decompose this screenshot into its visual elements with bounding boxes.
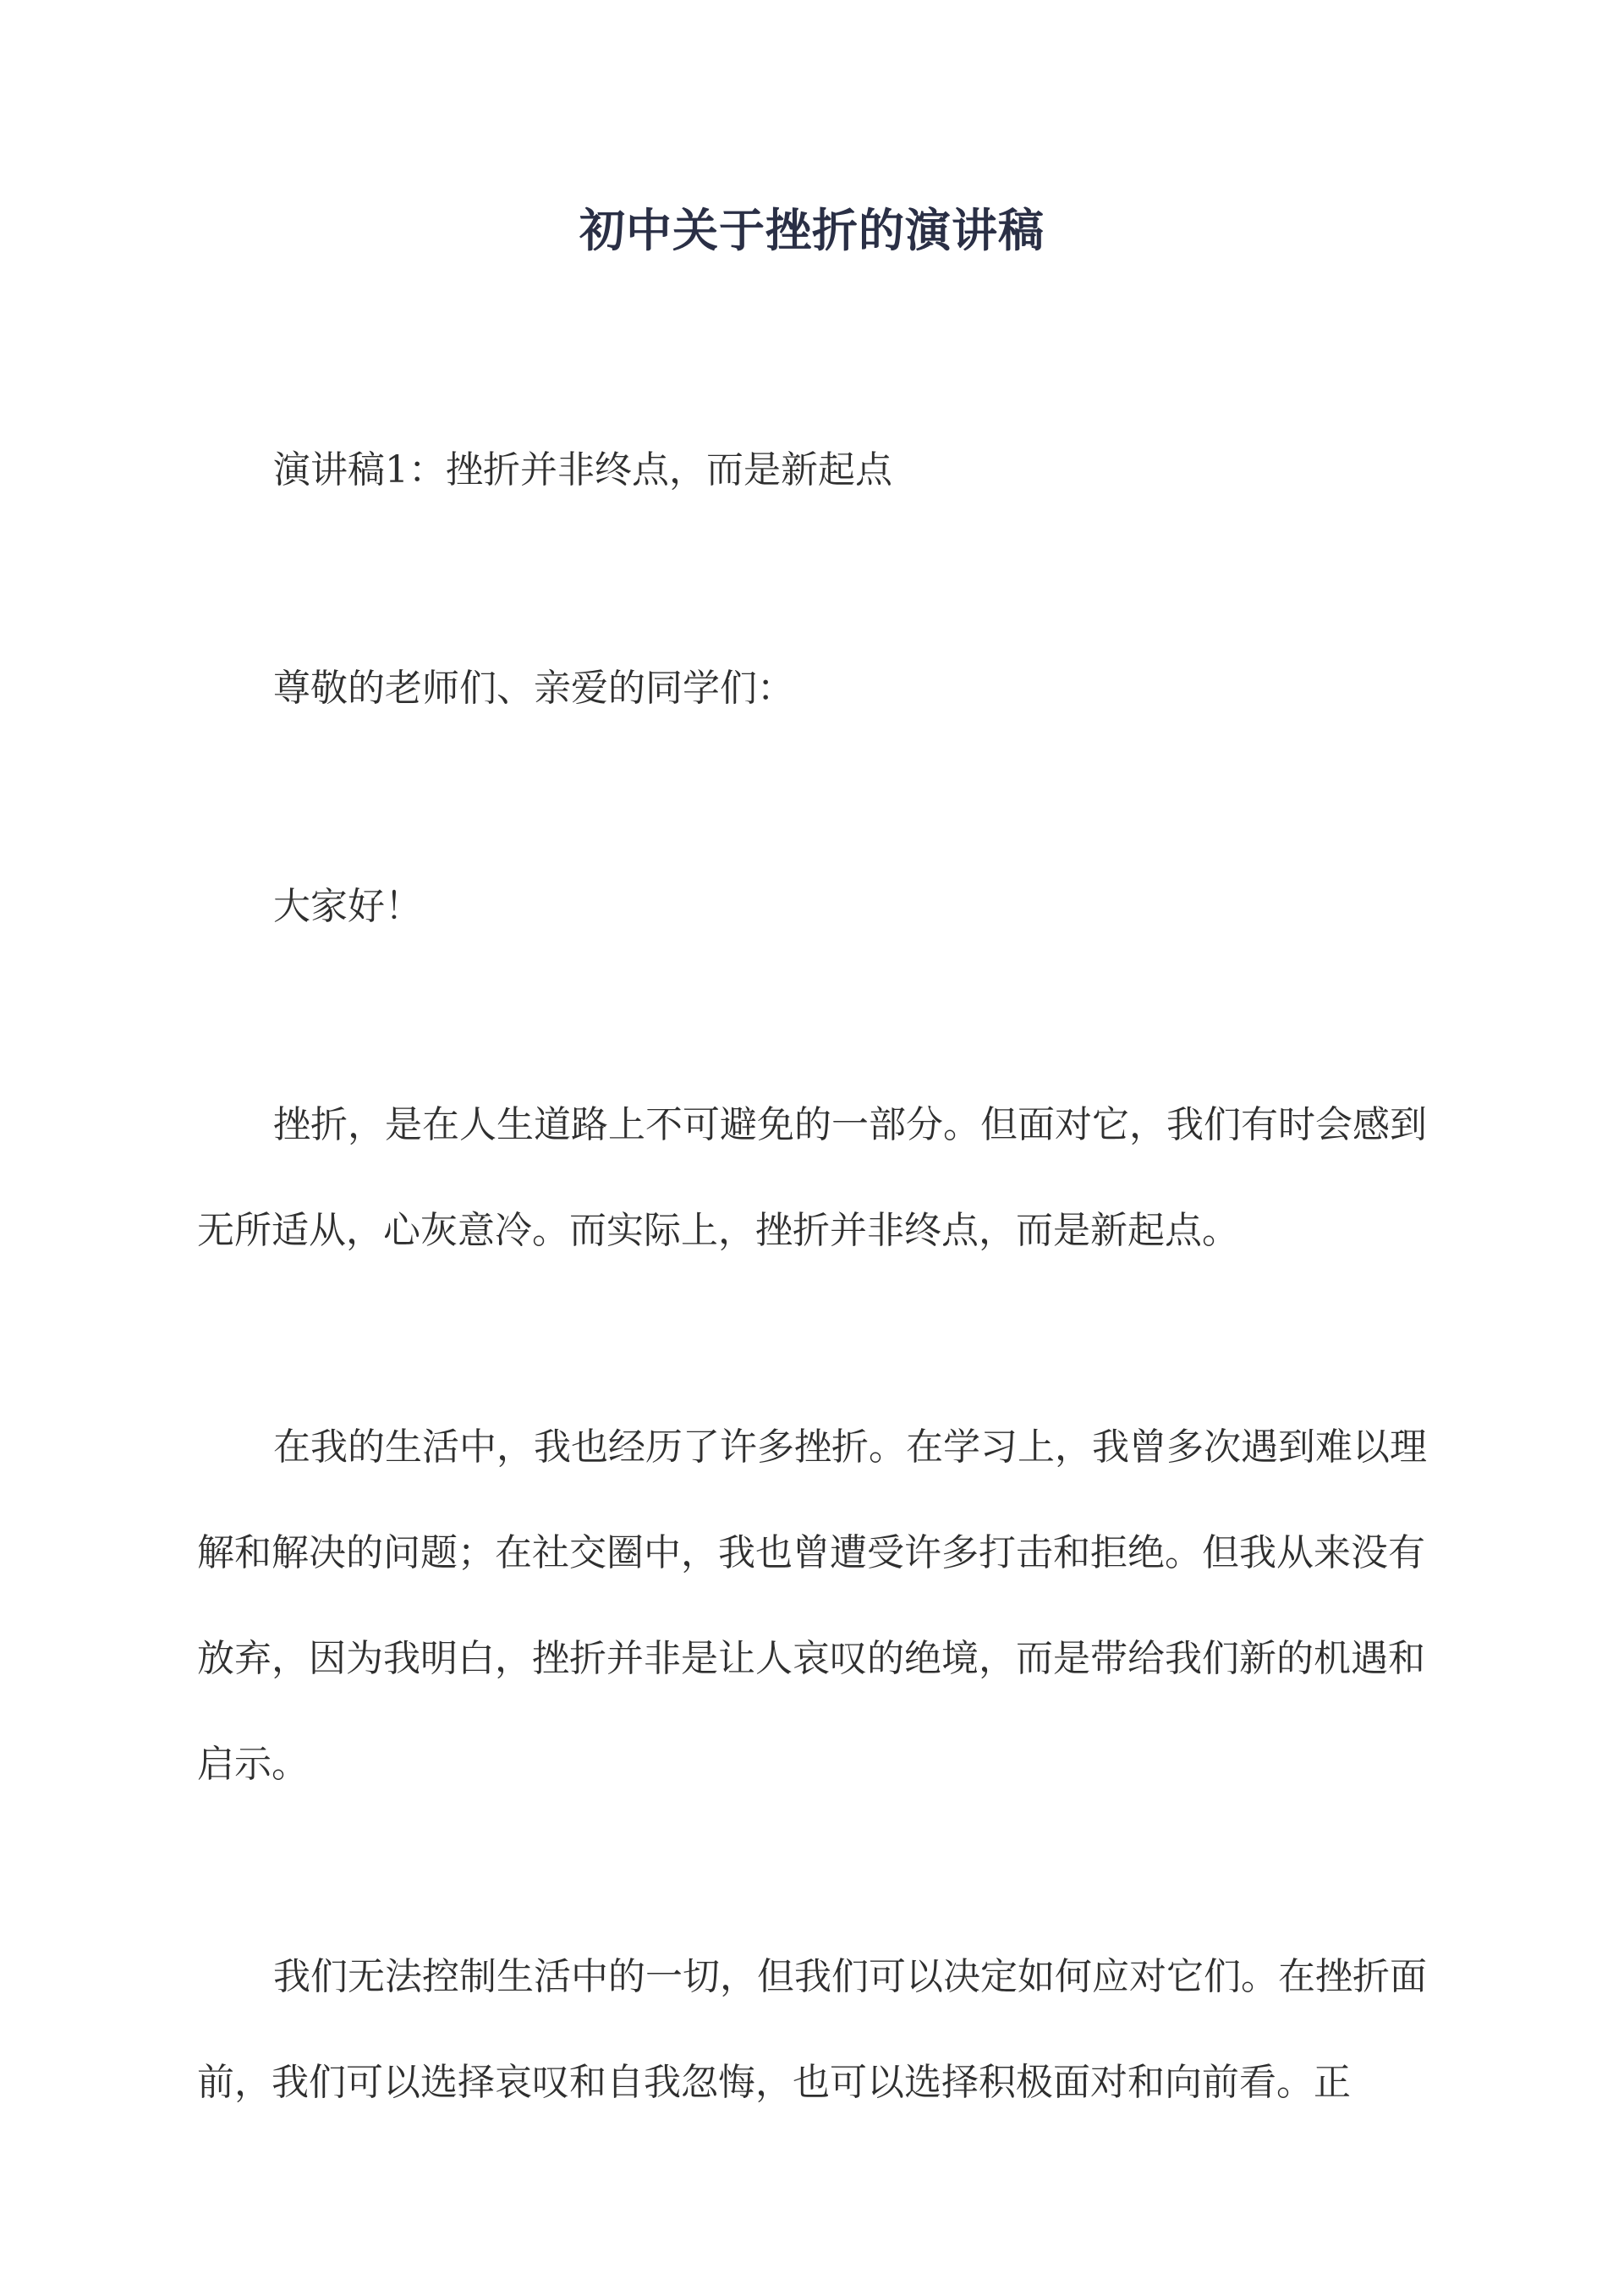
speech-heading: 演讲稿1：挫折并非终点，而是新起点	[273, 448, 892, 492]
body-paragraph: 在我的生活中，我也经历了许多挫折。在学习上，我曾多次遇到难以理解和解决的问题；在社交圈中，我也曾遭受许多打击和拒绝。但我从来没有放弃，因为我明白，挫折并非是让人哀叹的绝境，而是带给我们新的机遇和启示。	[197, 1425, 1427, 1786]
document-title: 初中关于挫折的演讲稿	[579, 203, 1045, 257]
body-paragraph: 我们无法控制生活中的一切，但我们可以决定如何应对它们。在挫折面前，我们可以选择哀叹和自我忽悔，也可以选择积极面对和向前看。正	[197, 1955, 1427, 2104]
body-paragraph: 挫折，是在人生道路上不可避免的一部分。但面对它，我们有时会感到无所适从，心灰意冷。而实际上，挫折并非终点，而是新起点。	[197, 1103, 1427, 1252]
salutation: 尊敬的老师们、亲爱的同学们：	[273, 667, 794, 710]
greeting: 大家好！	[273, 885, 422, 928]
